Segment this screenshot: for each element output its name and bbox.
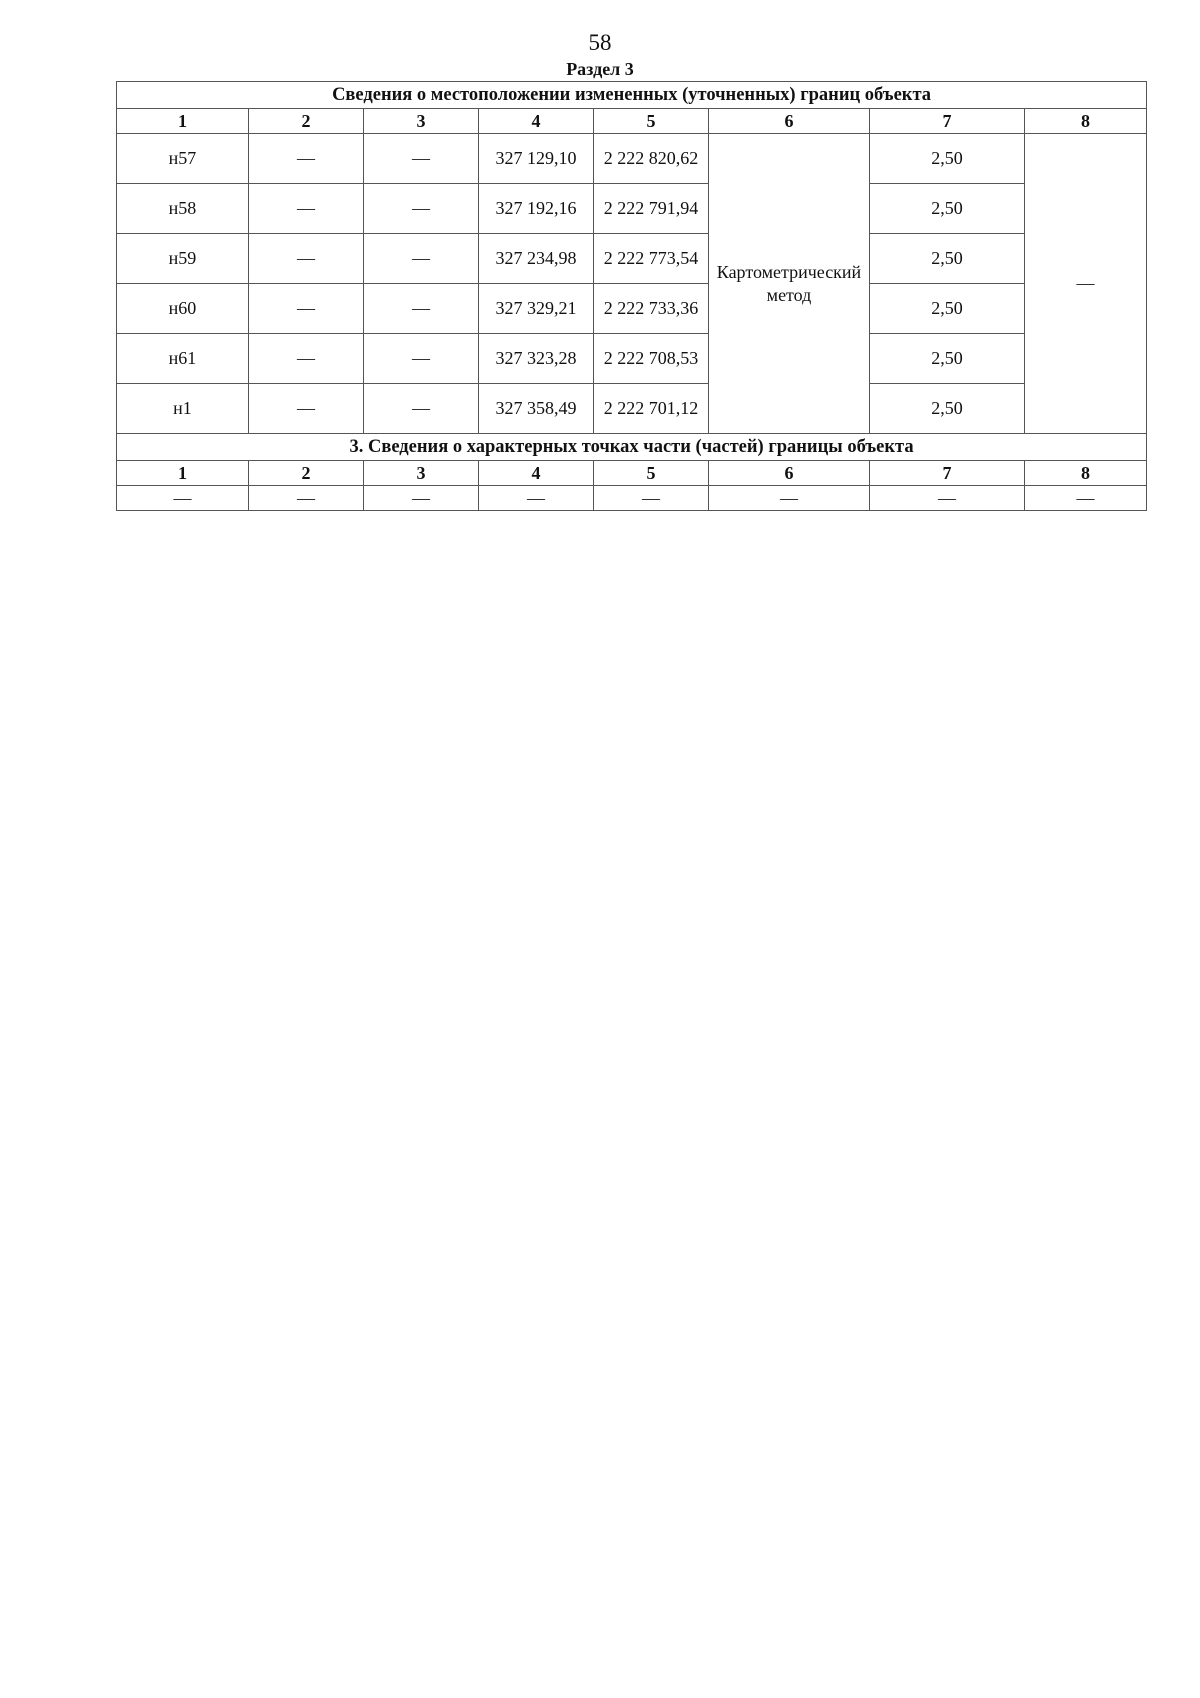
coord-y: 2 222 733,36 [594,284,709,334]
cell-col2: — [249,334,364,384]
accuracy: 2,50 [870,284,1025,334]
cell-col3: — [364,134,479,184]
cell-col2: — [249,184,364,234]
table1-title: Сведения о местоположении измененных (уточненных) границ объекта [117,82,1147,109]
empty-cell: — [479,486,594,511]
empty-cell: — [117,486,249,511]
empty-cell: — [709,486,870,511]
table1-header-cell: 7 [870,109,1025,134]
coord-x: 327 358,49 [479,384,594,434]
table1-header-cell: 5 [594,109,709,134]
coord-x: 327 234,98 [479,234,594,284]
accuracy: 2,50 [870,184,1025,234]
table-row [117,334,1147,384]
accuracy: 2,50 [870,384,1025,434]
table1-header-cell: 8 [1025,109,1147,134]
empty-cell: — [249,486,364,511]
point-name: н1 [117,384,249,434]
cell-col3: — [364,284,479,334]
empty-cell: — [870,486,1025,511]
table1-header-cell: 4 [479,109,594,134]
coord-y: 2 222 701,12 [594,384,709,434]
cell-col3: — [364,184,479,234]
table2-title: 3. Сведения о характерных точках части (частей) границы объекта [117,434,1147,461]
coord-x: 327 323,28 [479,334,594,384]
table2-header-cell: 3 [364,461,479,486]
table1-header-row [117,109,1147,134]
accuracy: 2,50 [870,234,1025,284]
coord-y: 2 222 773,54 [594,234,709,284]
empty-cell: — [594,486,709,511]
point-name: н58 [117,184,249,234]
table1-header-cell: 1 [117,109,249,134]
coord-y: 2 222 708,53 [594,334,709,384]
cell-col3: — [364,334,479,384]
table-row [117,384,1147,434]
point-name: н60 [117,284,249,334]
table2-header-row [117,461,1147,486]
table2-header-cell: 2 [249,461,364,486]
table-row [117,234,1147,284]
coord-x: 327 129,10 [479,134,594,184]
coord-x: 327 192,16 [479,184,594,234]
point-name: н61 [117,334,249,384]
coord-y: 2 222 820,62 [594,134,709,184]
cell-col3: — [364,234,479,284]
table1-header-cell: 3 [364,109,479,134]
boundary-table [116,81,1147,511]
cell-col2: — [249,134,364,184]
cell-col2: — [249,234,364,284]
table1-header-cell: 6 [709,109,870,134]
empty-cell: — [1025,486,1147,511]
table1-header-cell: 2 [249,109,364,134]
table-row [117,184,1147,234]
table2-header-cell: 6 [709,461,870,486]
table2-header-cell: 1 [117,461,249,486]
table2-header-cell: 4 [479,461,594,486]
table2-row [117,486,1147,511]
table2-title-row [117,434,1147,461]
table1-title-row [117,82,1147,109]
table2-header-cell: 7 [870,461,1025,486]
section-title: Раздел 3 [566,59,634,79]
accuracy: 2,50 [870,334,1025,384]
point-name: н57 [117,134,249,184]
page-number: 58 [588,30,612,55]
point-name: н59 [117,234,249,284]
empty-cell: — [364,486,479,511]
table-row [117,284,1147,334]
table2-header-cell: 5 [594,461,709,486]
cell-col2: — [249,284,364,334]
cell-col2: — [249,384,364,434]
table-row [117,134,1147,184]
table2-header-cell: 8 [1025,461,1147,486]
method-cell: Картометрический метод [709,134,870,434]
cell-col3: — [364,384,479,434]
coord-x: 327 329,21 [479,284,594,334]
col8-cell: — [1025,134,1147,434]
coord-y: 2 222 791,94 [594,184,709,234]
accuracy: 2,50 [870,134,1025,184]
